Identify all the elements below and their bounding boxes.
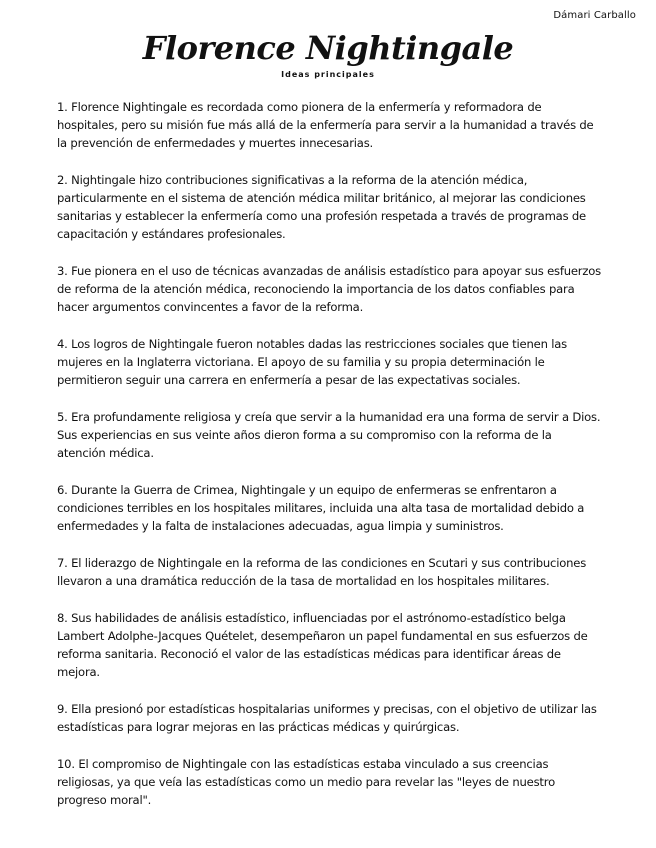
idea-item-6: 6. Durante la Guerra de Crimea, Nightingale y un equipo de enfermeras se enfrentaron a condiciones terribles en los hospitales militares, incluida una alta tasa de mortalidad debido a enfermedades y la falta de instalaciones adecuadas, agua limpia y suministros. xyxy=(57,483,585,533)
page-subtitle: Ideas principales xyxy=(281,70,375,79)
idea-item-4: 4. Los logros de Nightingale fueron notables dadas las restricciones sociales que tienen las mujeres en la Inglaterra victoriana. El apoyo de su familia y su propia determinación le permitieron seguir una carrera en enfermería a pesar de las expectativas sociales. xyxy=(57,337,567,387)
idea-item-2: 2. Nightingale hizo contribuciones significativas a la reforma de la atención médica, particularmente en el sistema de atención médica militar británico, al mejorar las condiciones sanitarias y establecer la enfermería como una profesión respetada a través de programas de capacitación y estándares profesionales. xyxy=(57,173,586,241)
author-name: Dámari Carballo xyxy=(553,10,636,21)
ideas-list xyxy=(57,98,602,809)
idea-item-1: 1. Florence Nightingale es recordada como pionera de la enfermería y reformadora de hospitales, pero su misión fue más allá de la enfermería para servir a la humanidad a través de la prevención de enfermedades y muertes innecesarias. xyxy=(57,100,594,150)
idea-item-5: 5. Era profundamente religiosa y creía que servir a la humanidad era una forma de servir a Dios. Sus experiencias en sus veinte años dieron forma a su compromiso con la reforma de la atención médica. xyxy=(57,410,601,460)
idea-item-9: 9. Ella presionó por estadísticas hospitalarias uniformes y precisas, con el objetivo de utilizar las estadísticas para lograr mejoras en las prácticas médicas y quirúrgicas. xyxy=(57,702,597,734)
page-title: Florence Nightingale xyxy=(142,29,514,67)
idea-item-8: 8. Sus habilidades de análisis estadístico, influenciadas por el astrónomo-estadístico belga Lambert Adolphe-Jacques Quételet, desempeñaron un papel fundamental en sus esfuerzos de reforma sanitaria. Reconoció el valor de las estadísticas médicas para identificar áreas de mejora. xyxy=(57,611,588,679)
idea-item-7: 7. El liderazgo de Nightingale en la reforma de las condiciones en Scutari y sus contribuciones llevaron a una dramática reducción de la tasa de mortalidad en los hospitales militares. xyxy=(57,556,587,588)
idea-item-3: 3. Fue pionera en el uso de técnicas avanzadas de análisis estadístico para apoyar sus esfuerzos de reforma de la atención médica, reconociendo la importancia de los datos confiables para hacer argumentos convincentes a favor de la reforma. xyxy=(57,264,601,314)
idea-item-10: 10. El compromiso de Nightingale con las estadísticas estaba vinculado a sus creencias religiosas, ya que veía las estadísticas como un medio para revelar las "leyes de nuestro progreso moral". xyxy=(57,757,555,807)
